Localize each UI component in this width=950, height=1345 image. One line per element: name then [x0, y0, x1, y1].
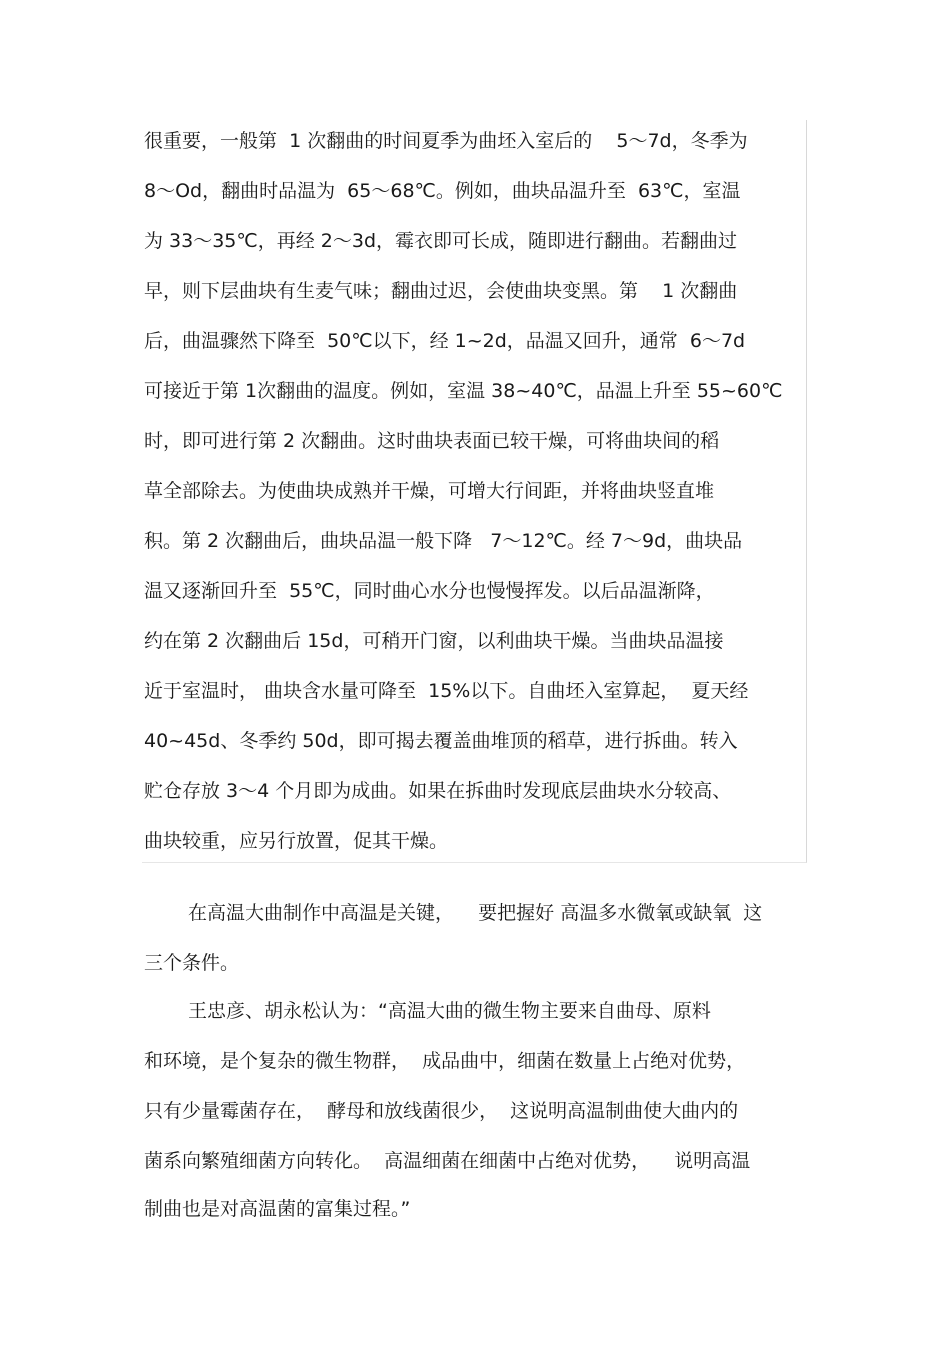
box-line: 曲块较重，应另行放置，促其干燥。	[144, 830, 449, 852]
box-line: 约在第 2 次翻曲后 15d，可稍开门窗，以利曲块干燥。当曲块品温接	[144, 630, 724, 652]
box-line: 近于室温时， 曲块含水量可降至 15%以下。自曲坯入室算起， 夏天经	[144, 680, 749, 702]
box-line: 可接近于第 1次翻曲的温度。例如，室温 38~40℃，品温上升至 55~60℃	[144, 380, 783, 402]
paragraph-line: 和环境，是个复杂的微生物群， 成品曲中，细菌在数量上占绝对优势，	[144, 1050, 746, 1072]
paragraph-line: 制曲也是对高温菌的富集过程。”	[144, 1198, 411, 1220]
box-line: 贮仓存放 3～4 个月即为成曲。如果在拆曲时发现底层曲块水分较高、	[144, 780, 732, 802]
box-line: 时，即可进行第 2 次翻曲。这时曲块表面已较干燥，可将曲块间的稻	[144, 430, 720, 452]
box-line: 40~45d、冬季约 50d，即可揭去覆盖曲堆顶的稻草，进行拆曲。转入	[144, 730, 738, 752]
box-line: 为 33～35℃，再经 2～3d，霉衣即可长成，随即进行翻曲。若翻曲过	[144, 230, 738, 252]
box-line: 草全部除去。为使曲块成熟并干燥，可增大行间距，并将曲块竖直堆	[144, 480, 715, 502]
paragraph-line: 只有少量霉菌存在， 酵母和放线菌很少， 这说明高温制曲使大曲内的	[144, 1100, 739, 1122]
box-line: 温又逐渐回升至 55℃，同时曲心水分也慢慢挥发。以后品温渐降，	[144, 580, 715, 602]
paragraph-line: 在高温大曲制作中高温是关键， 要把握好 高温多水微氧或缺氧 这	[188, 902, 763, 924]
box-line: 后，曲温骤然下降至 50℃以下，经 1~2d，品温又回升，通常 6～7d	[144, 330, 746, 352]
paragraph-line: 王忠彦、胡永松认为：“高温大曲的微生物主要来自曲母、原料	[188, 1000, 711, 1022]
box-line: 8～Od，翻曲时品温为 65～68℃。例如，曲块品温升至 63℃，室温	[144, 180, 741, 202]
paragraph-line: 菌系向繁殖细菌方向转化。 高温细菌在细菌中占绝对优势， 说明高温	[144, 1150, 751, 1172]
box-line: 积。第 2 次翻曲后，曲块品温一般下降 7～12℃。经 7～9d，曲块品	[144, 530, 743, 552]
paragraph-line: 三个条件。	[144, 952, 240, 974]
boxed-text-section	[142, 120, 807, 863]
box-line: 早，则下层曲块有生麦气味；翻曲过迟，会使曲块变黑。第 1 次翻曲	[144, 280, 738, 302]
box-line: 很重要，一般第 1 次翻曲的时间夏季为曲坯入室后的 5～7d，冬季为	[144, 130, 748, 152]
